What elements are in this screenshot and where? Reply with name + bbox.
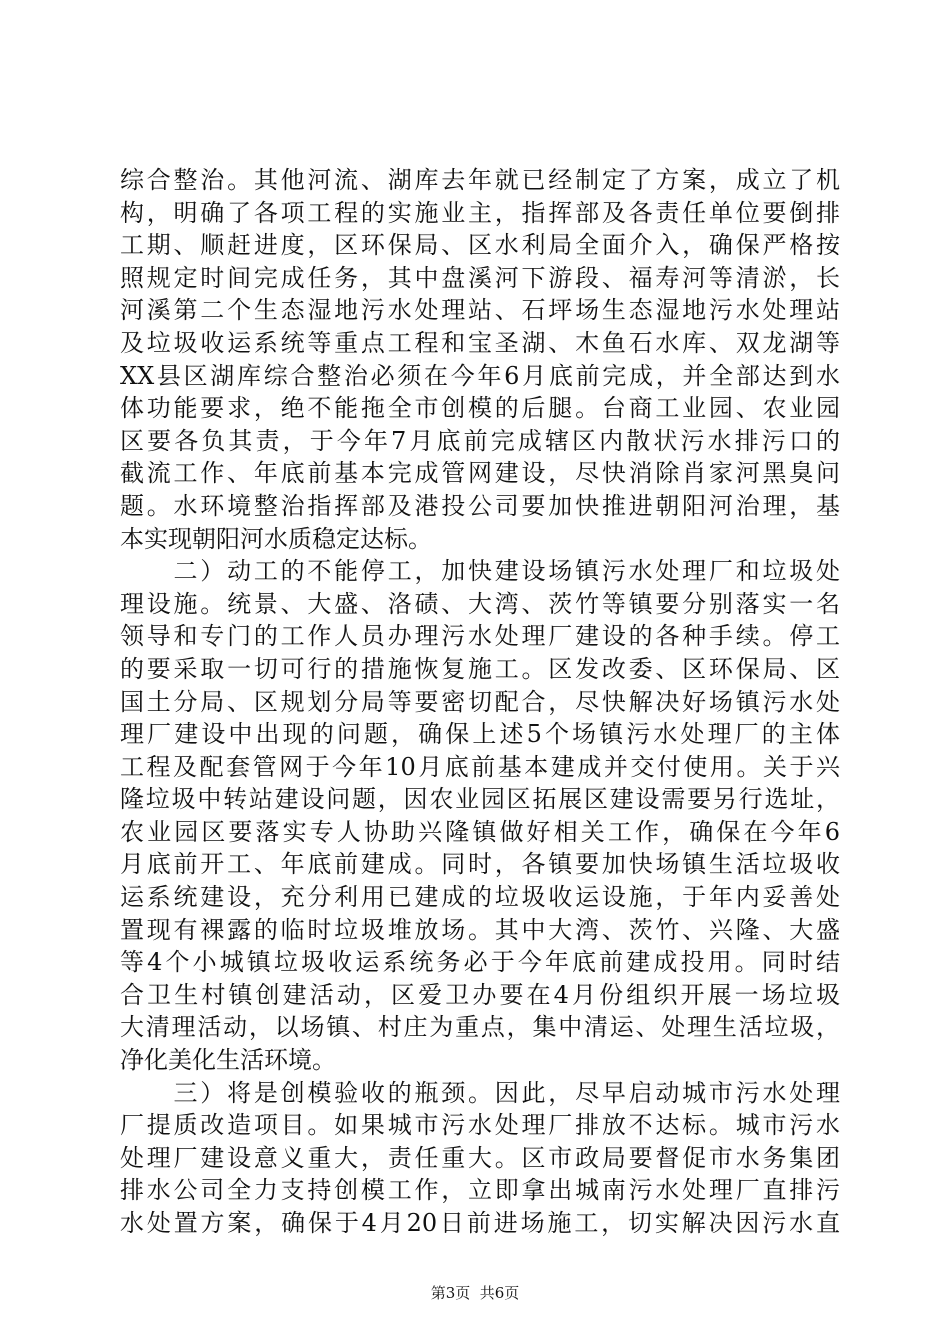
text-line: 理设施。统景、大盛、洛碛、大湾、茨竹等镇要分别落实一名 — [120, 589, 840, 618]
text-line: 排水公司全力支持创模工作，立即拿出城南污水处理厂直排污 — [120, 1176, 840, 1205]
text-line: 构，明确了各项工程的实施业主，指挥部及各责任单位要倒排 — [120, 198, 840, 227]
text-line: 置现有裸露的临时垃圾堆放场。其中大湾、茨竹、兴隆、大盛 — [120, 915, 840, 944]
text-line: 本实现朝阳河水质稳定达标。 — [120, 524, 432, 553]
text-line: 理厂建设中出现的问题，确保上述5个场镇污水处理厂的主体 — [120, 720, 840, 749]
text-line: 国土分局、区规划分局等要密切配合，尽快解决好场镇污水处 — [120, 687, 840, 716]
text-line: 月底前开工、年底前建成。同时，各镇要加快场镇生活垃圾收 — [120, 850, 840, 879]
text-line: 大清理活动，以场镇、村庄为重点，集中清运、处理生活垃圾， — [120, 1013, 840, 1042]
text-line: 隆垃圾中转站建设问题，因农业园区拓展区建设需要另行选址， — [120, 785, 840, 814]
text-line: XX县区湖库综合整治必须在今年6月底前完成，并全部达到水 — [120, 361, 840, 390]
text-line: 工期、顺赶进度，区环保局、区水利局全面介入，确保严格按 — [120, 231, 840, 260]
text-line: 水处置方案，确保于4月20日前进场施工，切实解决因污水直 — [120, 1209, 840, 1237]
text-line: 处理厂建设意义重大，责任重大。区市政局要督促市水务集团 — [120, 1143, 840, 1172]
text-line: 等4个小城镇垃圾收运系统务必于今年底前建成投用。同时结 — [120, 948, 840, 977]
text-line: 综合整治。其他河流、湖库去年就已经制定了方案，成立了机 — [120, 166, 840, 194]
text-line: 工程及配套管网于今年10月底前基本建成并交付使用。关于兴 — [120, 752, 840, 781]
text-line: 厂提质改造项目。如果城市污水处理厂排放不达标。城市污水 — [120, 1111, 840, 1140]
text-line: 截流工作、年底前基本完成管网建设，尽快消除肖家河黑臭问 — [120, 459, 840, 488]
text-line: 河溪第二个生态湿地污水处理站、石坪场生态湿地污水处理站 — [120, 296, 840, 325]
text-line: 运系统建设，充分利用已建成的垃圾收运设施，于年内妥善处 — [120, 883, 840, 912]
text-line: 体功能要求，绝不能拖全市创模的后腿。台商工业园、农业园 — [120, 394, 840, 423]
page-footer: 第3页 共6页 — [430, 1284, 520, 1302]
text-line: 及垃圾收运系统等重点工程和宝圣湖、木鱼石水库、双龙湖等 — [120, 328, 840, 357]
text-line: 二）动工的不能停工，加快建设场镇污水处理厂和垃圾处 — [120, 557, 840, 586]
text-line: 农业园区要落实专人协助兴隆镇做好相关工作，确保在今年6 — [120, 817, 840, 846]
text-line: 合卫生村镇创建活动，区爱卫办要在4月份组织开展一场垃圾 — [120, 980, 840, 1009]
text-line: 题。水环境整治指挥部及港投公司要加快推进朝阳河治理，基 — [120, 491, 840, 520]
text-line: 三）将是创模验收的瓶颈。因此，尽早启动城市污水处理 — [120, 1078, 840, 1107]
text-line: 净化美化生活环境。 — [120, 1046, 336, 1075]
text-line: 区要各负其责，于今年7月底前完成辖区内散状污水排污口的 — [120, 426, 840, 455]
text-line: 领导和专门的工作人员办理污水处理厂建设的各种手续。停工 — [120, 622, 840, 651]
text-line: 照规定时间完成任务，其中盘溪河下游段、福寿河等清淤，长 — [120, 263, 840, 292]
text-line: 的要采取一切可行的措施恢复施工。区发改委、区环保局、区 — [120, 654, 840, 683]
body-text — [120, 164, 840, 1240]
